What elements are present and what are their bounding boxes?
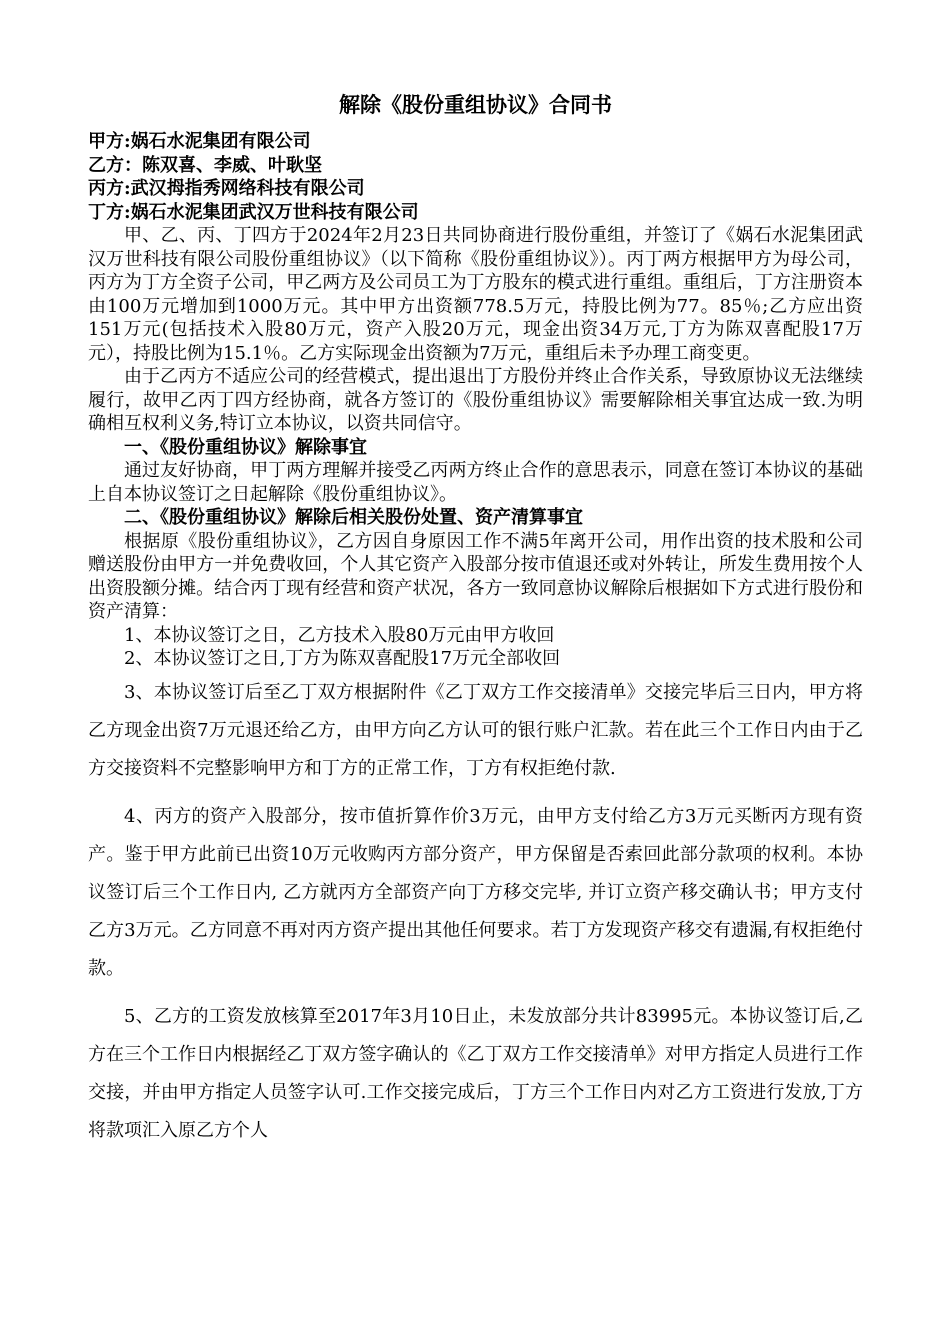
section-1-body: 通过友好协商，甲丁两方理解并接受乙丙两方终止合作的意思表示，同意在签订本协议的基础上自本协议签订之日起解除《股份重组协议》。	[88, 460, 863, 505]
section-1-heading: 一、《股份重组协议》解除事宜	[124, 436, 367, 458]
intro-paragraph-2: 由于乙丙方不适应公司的经营模式，提出退出丁方股份并终止合作关系，导致原协议无法继续履行，故甲乙丙丁四方经协商，就各方签订的《股份重组协议》需要解除相关事宜达成一致.为明确相互权利义务,特订立本协议，以资共同信守。	[88, 366, 863, 434]
party-c: 丙方:武汉拇指秀网络科技有限公司	[88, 178, 365, 199]
document-title: 解除《股份重组协议》合同书	[339, 92, 612, 117]
party-b: 乙方：陈双喜、李威、叶耿坚	[88, 154, 322, 176]
clause-item-5: 5、乙方的工资发放核算至2017年3月10日止，未发放部分共计83995元。本协议签订后,乙方在三个工作日内根据经乙丁双方签字确认的《乙丁双方工作交接清单》对甲方指定人员进行工作交接，并由甲方指定人员签字认可.工作交接完成后，丁方三个工作日内对乙方工资进行发放,丁方将款项汇入原乙方个人	[88, 1005, 863, 1141]
clause-item-1: 1、本协议签订之日，乙方技术入股80万元由甲方收回	[124, 624, 555, 646]
intro-paragraph-1: 甲、乙、丙、丁四方于2024年2月23日共同协商进行股份重组，并签订了《娲石水泥集团武汉万世科技有限公司股份重组协议》（以下简称《股份重组协议》）。丙丁两方根据甲方为母公司，丙方为丁方全资子公司，甲乙两方及公司员工为丁方股东的模式进行重组。重组后，丁方注册资本由100万元增加到1000万元。其中甲方出资额778.5万元，持股比例为77。85％;乙方应出资151万元(包括技术入股80万元，资产入股20万元，现金出资34万元,丁方为陈双喜配股17万元），持股比例为15.1％。乙方实际现金出资额为7万元，重组后未予办理工商变更。	[88, 225, 863, 364]
section-2-body: 根据原《股份重组协议》，乙方因自身原因工作不满5年离开公司，用作出资的技术股和公司赠送股份由甲方一并免费收回，个人其它资产入股部分按市值退还或对外转让，所发生费用按个人出资股额分摊。结合丙丁现有经营和资产状况，各方一致同意协议解除后根据如下方式进行股份和资产清算：	[88, 530, 863, 622]
section-2-heading: 二、《股份重组协议》解除后相关股份处置、资产清算事宜	[124, 507, 583, 528]
party-a: 甲方:娲石水泥集团有限公司	[88, 131, 311, 152]
clause-item-3: 3、本协议签订后至乙丁双方根据附件《乙丁双方工作交接清单》交接完毕后三日内，甲方将乙方现金出资7万元退还给乙方，由甲方向乙方认可的银行账户汇款。若在此三个工作日内由于乙方交接资料不完整影响甲方和丁方的正常工作，丁方有权拒绝付款.	[88, 681, 863, 779]
party-d: 丁方:娲石水泥集团武汉万世科技有限公司	[88, 201, 419, 223]
clause-item-4: 4、丙方的资产入股部分，按市值折算作价3万元，由甲方支付给乙方3万元买断丙方现有资产。鉴于甲方此前已出资10万元收购丙方部分资产，甲方保留是否索回此部分款项的权利。本协议签订后三个工作日内, 乙方就丙方全部资产向丁方移交完毕, 并订立资产移交确认书；甲方支付乙方3万元。乙方同意不再对丙方资产提出其他任何要求。若丁方发现资产移交有遗漏,有权拒绝付款。	[88, 805, 863, 979]
clause-item-2: 2、本协议签订之日,丁方为陈双喜配股17万元全部收回	[124, 648, 561, 669]
